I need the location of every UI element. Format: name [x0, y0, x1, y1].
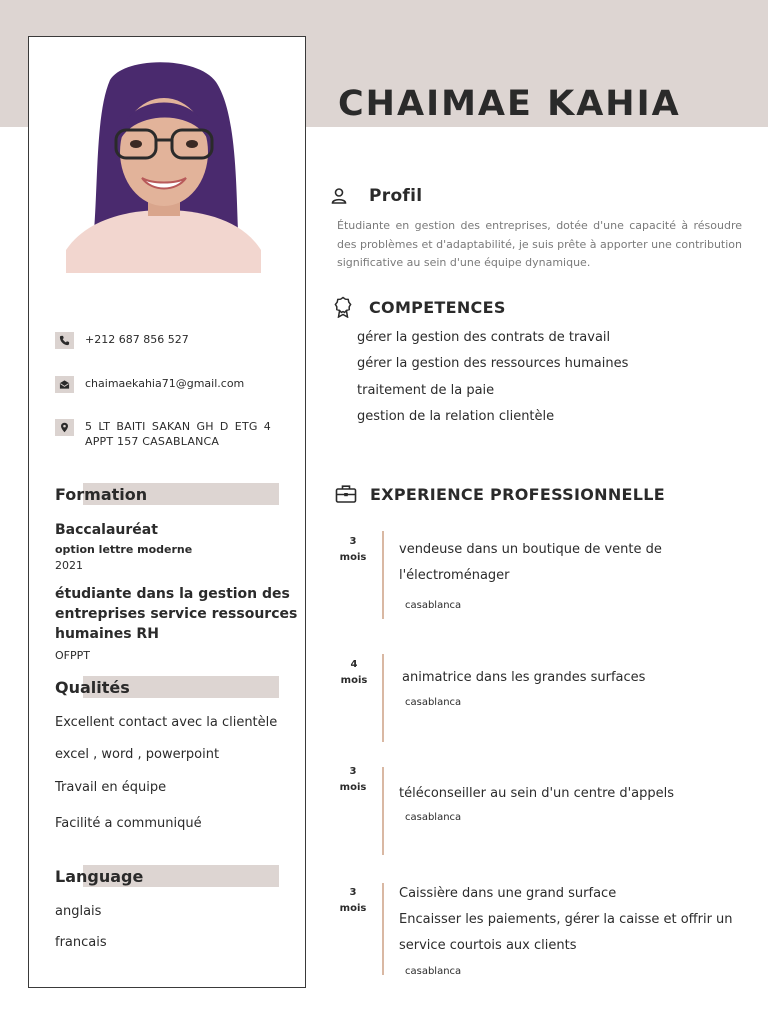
- experience-title: Caissière dans une grand surface: [399, 886, 617, 901]
- competence-item: gérer la gestion des ressources humaines: [357, 356, 629, 371]
- timeline-line: [382, 883, 384, 975]
- location-pin-icon: [55, 419, 74, 436]
- qualite-item: Travail en équipe: [55, 780, 167, 795]
- qualite-item: Excellent contact avec la clientèle: [55, 715, 278, 730]
- profil-summary: Étudiante en gestion des entreprises, dotée d'une capacité à résoudre des problèmes et d'adaptabilité, je suis prête à apporter une contribution significative au sein d'une équipe dynamique.: [337, 219, 742, 269]
- experience-description: Encaisser les paiements, gérer la caisse et offrir un service courtois aux clients: [399, 912, 733, 953]
- qualites-heading: Qualités: [55, 676, 279, 698]
- competence-item: traitement de la paie: [357, 383, 495, 398]
- portrait-photo-icon: [66, 60, 261, 273]
- email-address: chaimaekahia71@gmail.com: [85, 377, 245, 390]
- briefcase-icon: [335, 484, 357, 504]
- contact-address: [55, 419, 271, 449]
- experience-heading: EXPERIENCE PROFESSIONNELLE: [335, 484, 665, 504]
- candidate-name: CHAIMAE KAHIA: [338, 84, 681, 124]
- postal-address: 5 LT BAITI SAKAN GH D ETG 4 APPT 157 CASABLANCA: [85, 420, 271, 448]
- experience-location: casablanca: [405, 966, 462, 977]
- experience-title: vendeuse dans un boutique de vente de l'électroménager: [399, 542, 662, 583]
- experience-location: casablanca: [405, 600, 462, 611]
- timeline-line: [382, 531, 384, 619]
- formation-year-1: 2021: [55, 559, 83, 572]
- qualite-item: excel , word , powerpoint: [55, 747, 220, 762]
- award-badge-icon: [333, 296, 353, 318]
- experience-location: casablanca: [405, 697, 462, 708]
- qualite-item: Facilité a communiqué: [55, 816, 202, 831]
- language-item: anglais: [55, 904, 102, 919]
- competence-item: gérer la gestion des contrats de travail: [357, 330, 611, 345]
- experience-location: casablanca: [405, 812, 462, 823]
- phone-icon: [55, 332, 74, 349]
- experience-title: animatrice dans les grandes surfaces: [402, 670, 646, 685]
- profile-photo: [66, 60, 261, 273]
- contact-phone: [55, 332, 189, 349]
- contact-email: [55, 376, 244, 393]
- experience-duration: 3 mois: [339, 887, 367, 914]
- envelope-icon: [55, 376, 74, 393]
- experience-duration: 3 mois: [339, 766, 367, 793]
- experience-duration: 3 mois: [339, 536, 367, 563]
- timeline-line: [382, 767, 384, 855]
- profil-heading: Profil: [330, 186, 422, 206]
- formation-title-1: Baccalauréat: [55, 522, 158, 538]
- formation-heading: Formation: [55, 483, 279, 505]
- timeline-line: [382, 654, 384, 742]
- language-item: francais: [55, 935, 107, 950]
- formation-title-2: étudiante dans la gestion des entreprises service ressources humaines RH: [55, 586, 298, 642]
- experience-duration: 4 mois: [340, 659, 368, 686]
- formation-school-2: OFPPT: [55, 649, 90, 662]
- competence-item: gestion de la relation clientèle: [357, 409, 555, 424]
- competences-heading: COMPETENCES: [333, 296, 506, 318]
- user-icon: [330, 187, 348, 205]
- language-heading: Language: [55, 865, 279, 887]
- experience-title: téléconseiller au sein d'un centre d'appels: [399, 786, 675, 801]
- phone-number: +212 687 856 527: [85, 333, 189, 346]
- formation-subtitle-1: option lettre moderne: [55, 543, 193, 556]
